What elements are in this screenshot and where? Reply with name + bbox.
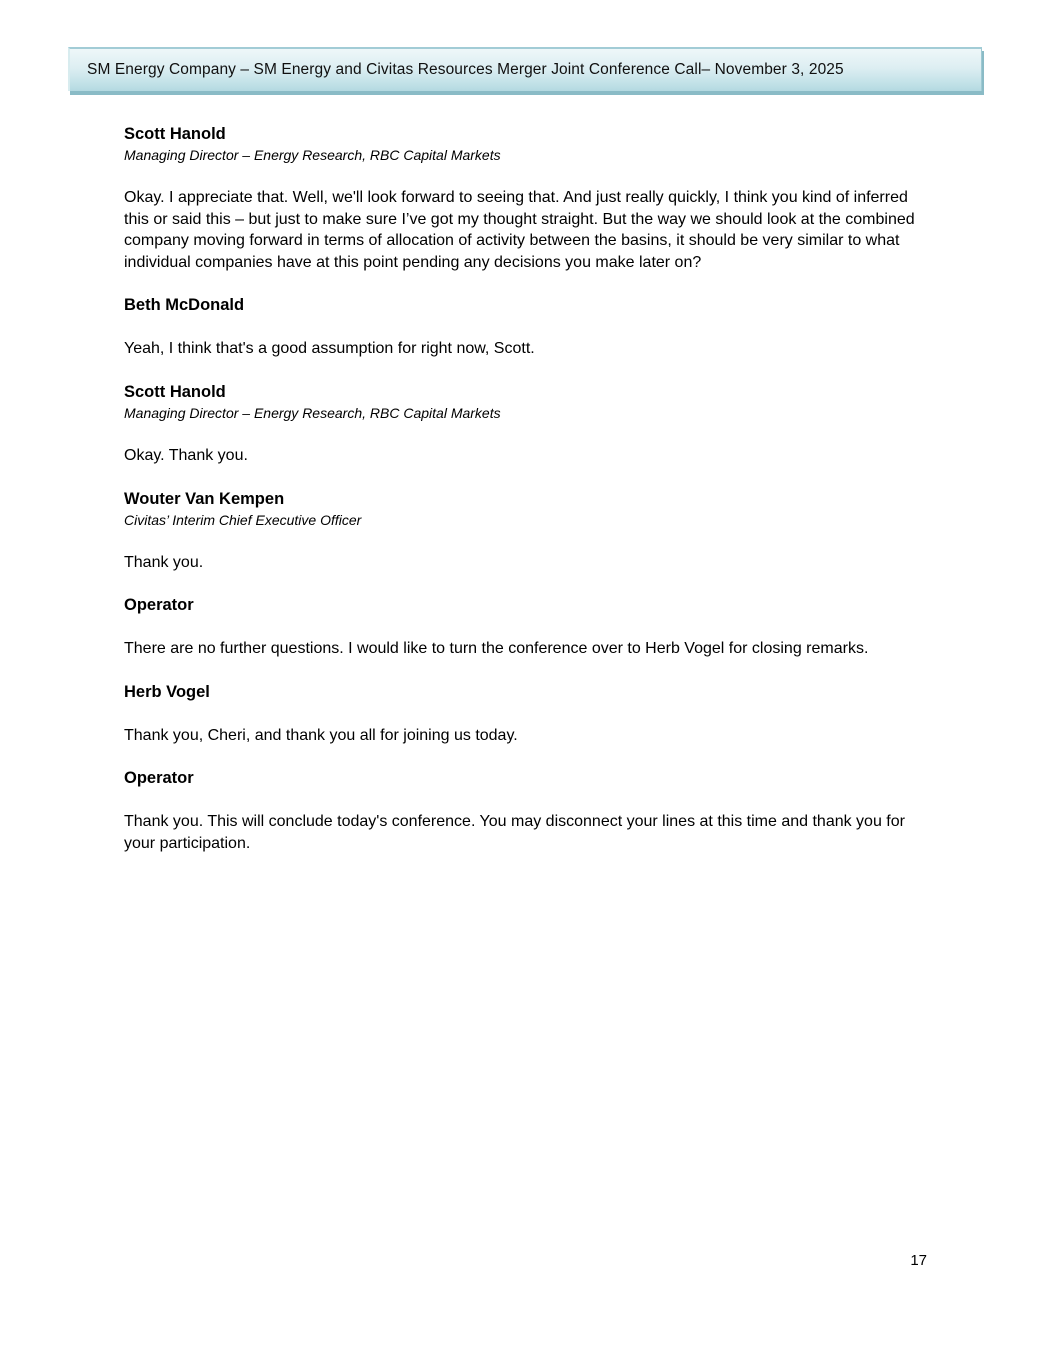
transcript-entry <box>124 295 934 360</box>
page-number: 17 <box>910 1252 927 1269</box>
speech-text: Yeah, I think that's a good assumption for right now, Scott. <box>124 340 535 358</box>
transcript-entry <box>124 595 934 660</box>
transcript-entry <box>124 382 934 467</box>
speaker-name: Beth McDonald <box>124 296 245 315</box>
speech-text: Thank you. <box>124 553 204 571</box>
speech-text: Okay. Thank you. <box>124 446 248 464</box>
speaker-name: Scott Hanold <box>124 125 226 143</box>
speech-text: Thank you. This will conclude today's conference. You may disconnect your lines at this time and thank you for your participation. <box>124 813 905 852</box>
header-banner <box>68 47 982 91</box>
transcript-entry <box>124 124 934 273</box>
speech-text: Okay. I appreciate that. Well, we'll look forward to seeing that. And just really quickly, I think you kind of inferred this or said this – but just to make sure I’ve got my thought straight. But the way we should look at the combined company moving forward in terms of allocation of activity between the basins, it should be very similar to what individual companies have at this point pending any decisions you make later on? <box>124 189 915 271</box>
header-banner-text: SM Energy Company – SM Energy and Civitas Resources Merger Joint Conference Call– November 3, 2025 <box>87 61 844 78</box>
speech-text: Thank you, Cheri, and thank you all for joining us today. <box>124 726 518 744</box>
transcript-entry <box>124 768 934 854</box>
speaker-name: Wouter Van Kempen <box>124 489 285 508</box>
speech-text: There are no further questions. I would like to turn the conference over to Herb Vogel for closing remarks. <box>124 640 869 658</box>
speaker-title: Managing Director – Energy Research, RBC Capital Markets <box>124 404 501 421</box>
transcript-entry <box>124 489 934 574</box>
speaker-title: Managing Director – Energy Research, RBC Capital Markets <box>124 147 501 163</box>
speaker-name: Operator <box>124 596 194 615</box>
speaker-name: Operator <box>124 769 194 788</box>
speaker-name: Scott Hanold <box>124 382 226 401</box>
transcript-entry <box>124 682 934 747</box>
transcript-body <box>124 119 934 877</box>
speaker-title: Civitas’ Interim Chief Executive Officer <box>124 511 362 528</box>
speaker-name: Herb Vogel <box>124 682 210 701</box>
